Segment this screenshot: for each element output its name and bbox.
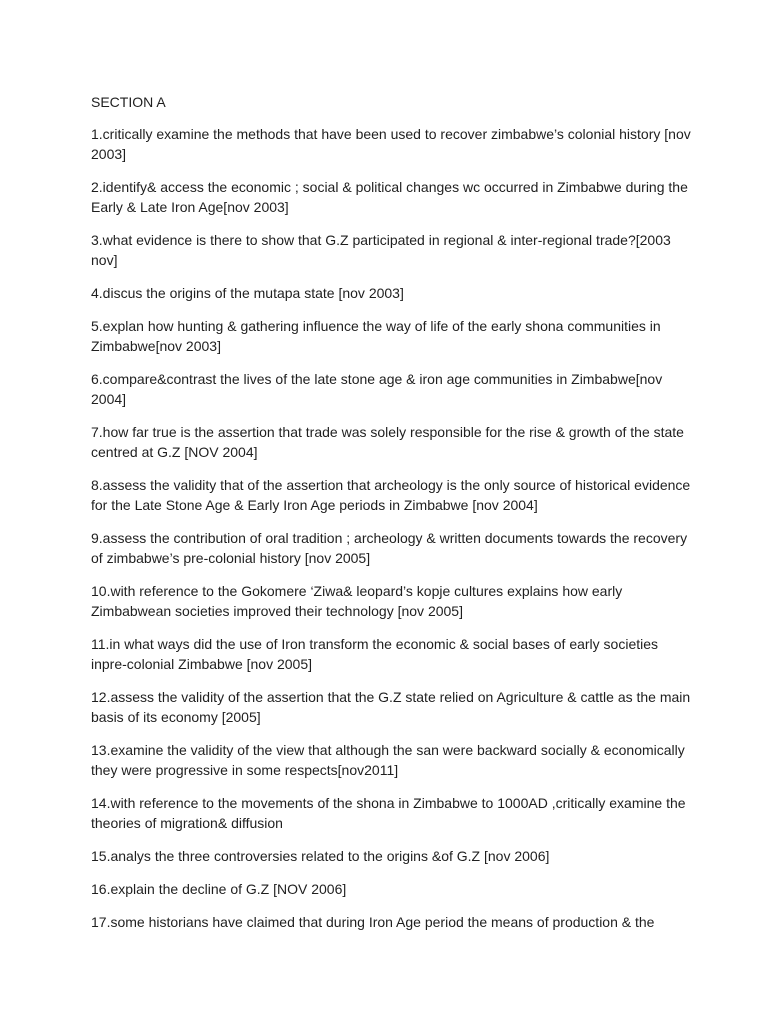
question-item: 3.what evidence is there to show that G.Z participated in regional & inter-regional trade?[2003 nov] (91, 232, 671, 268)
question-item: 2.identify& access the economic ; social & political changes wc occurred in Zimbabwe during the Early & Late Iron Age[nov 2003] (91, 179, 688, 215)
question-item: 9.assess the contribution of oral tradition ; archeology & written documents towards the recovery of zimbabwe’s pre-colonial history [nov 2005] (91, 530, 688, 566)
question-item: 17.some historians have claimed that during Iron Age period the means of production & the (91, 914, 655, 930)
question-item: 10.with reference to the Gokomere ‘Ziwa& leopard’s kopje cultures explains how early Zimbabwean societies improved their technology [nov 2005] (91, 583, 623, 619)
section-title: SECTION A (91, 94, 166, 110)
question-item: 14.with reference to the movements of the shona in Zimbabwe to 1000AD ,critically examine the theories of migration& diffusion (91, 795, 686, 831)
question-item: 5.explan how hunting & gathering influence the way of life of the early shona communities in Zimbabwe[nov 2003] (91, 318, 661, 354)
document-body (91, 92, 691, 945)
question-item: 8.assess the validity that of the assertion that archeology is the only source of historical evidence for the Late Stone Age & Early Iron Age periods in Zimbabwe [nov 2004] (91, 477, 691, 513)
question-item: 6.compare&contrast the lives of the late stone age & iron age communities in Zimbabwe[nov 2004] (91, 371, 663, 407)
question-item: 7.how far true is the assertion that trade was solely responsible for the rise & growth of the state centred at G.Z [NOV 2004] (91, 424, 684, 460)
question-item: 11.in what ways did the use of Iron transform the economic & social bases of early societies inpre-colonial Zimbabwe [nov 2005] (91, 636, 659, 672)
question-item: 1.critically examine the methods that have been used to recover zimbabwe’s colonial history [nov 2003] (91, 126, 691, 162)
question-item: 4.discus the origins of the mutapa state [nov 2003] (91, 285, 404, 301)
question-item: 16.explain the decline of G.Z [NOV 2006] (91, 881, 347, 897)
question-item: 13.examine the validity of the view that although the san were backward socially & economically they were progressive in some respects[nov2011] (91, 742, 685, 778)
question-item: 12.assess the validity of the assertion that the G.Z state relied on Agriculture & cattle as the main basis of its economy [2005] (91, 689, 691, 725)
question-item: 15.analys the three controversies related to the origins &of G.Z [nov 2006] (91, 848, 550, 864)
